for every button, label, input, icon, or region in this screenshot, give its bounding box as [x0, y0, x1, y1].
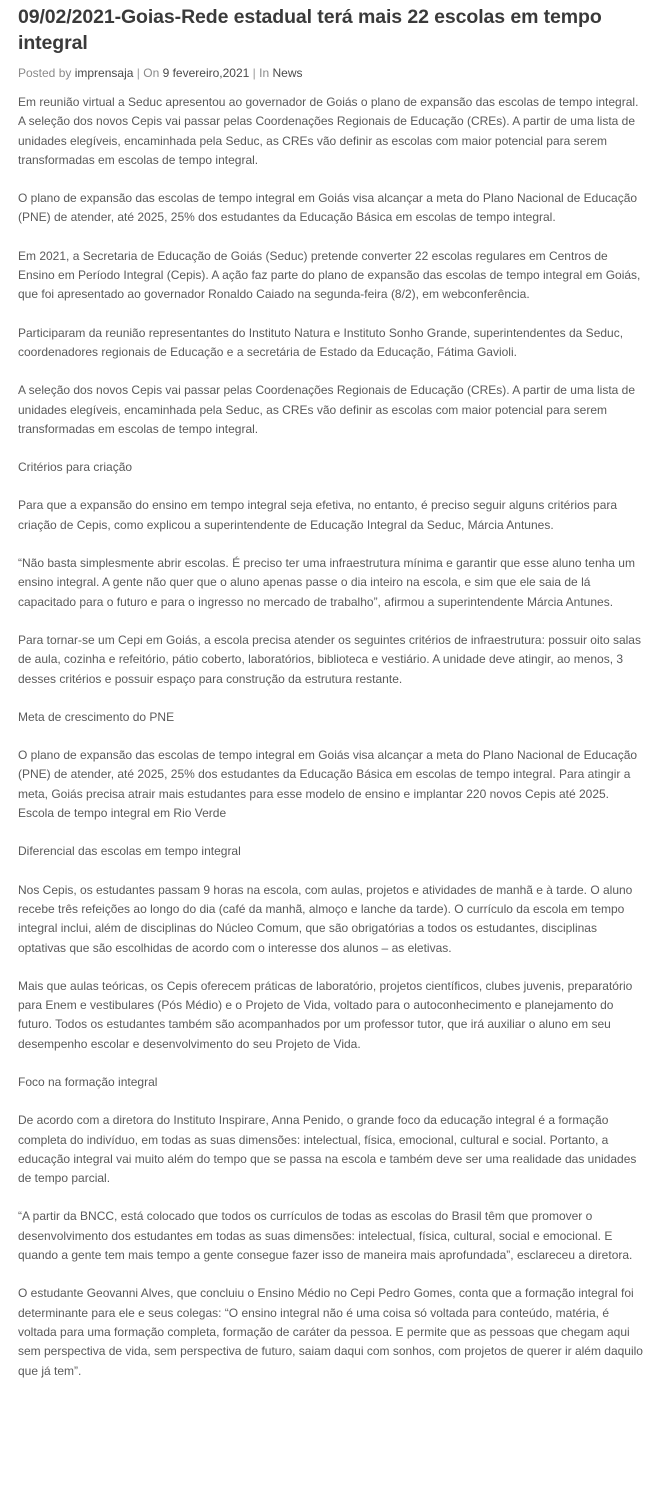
subheading: Meta de crescimento do PNE [18, 709, 175, 724]
meta-separator: | [252, 66, 256, 80]
post-meta [18, 65, 646, 81]
paragraph: A seleção dos novos Cepis vai passar pelas Coordenações Regionais de Educação (CREs). A partir de uma lista de unidades elegíveis, encaminhada pela Seduc, as CREs vão definir as escolas com maior potencial para serem transformadas em escolas de tempo integral. [18, 383, 636, 436]
paragraph: O plano de expansão das escolas de tempo integral em Goiás visa alcançar a meta do Plano Nacional de Educação (PNE) de atender, até 2025, 25% dos estudantes da Educação Básica em escolas de tempo integral. [18, 191, 638, 225]
paragraph: O estudante Geovanni Alves, que concluiu o Ensino Médio no Cepi Pedro Gomes, conta que a formação integral foi determinante para ele e seus colegas: “O ensino integral não é uma coisa só voltada para conteúdo, matéria, é voltada para uma formação completa, formação de caráter da pessoa. E permite que as pessoas que chegam aqui sem perspectiva de vida, sem perspectiva de futuro, saiam daqui com sonhos, com projetos de querer ir além daquilo que já tem”. [18, 1286, 643, 1378]
paragraph: Em 2021, a Secretaria de Educação de Goiás (Seduc) pretende converter 22 escolas regulares em Centros de Ensino em Período Integral (Cepis). A ação faz parte do plano de expansão das escolas de tempo integral em Goiás, que foi apresentado ao governador Ronaldo Caiado na segunda-feira (8/2), em webconferência. [18, 248, 641, 302]
subheading: Foco na formação integral [18, 1074, 158, 1089]
paragraph: Mais que aulas teóricas, os Cepis oferecem práticas de laboratório, projetos científicos, clubes juvenis, preparatório para Enem e vestibulares (Pós Médio) e o Projeto de Vida, voltado para o autoconhecimento e planejamento do futuro. Todos os estudantes também são acompanhados por um professor tutor, que irá auxiliar o aluno em seu desempenho escolar e desenvolvimento do seu Projeto de Vida. [18, 978, 633, 1051]
article-title: 09/02/2021-Goias-Rede estadual terá mais 22 escolas em tempo integral [18, 6, 602, 54]
paragraph: Participaram da reunião representantes do Instituto Natura e Instituto Sonho Grande, superintendentes da Seduc, coordenadores regionais de Educação e a secretária de Estado da Educação, Fátima Gavioli. [18, 325, 624, 359]
paragraph: Para tornar-se um Cepi em Goiás, a escola precisa atender os seguintes critérios de infraestrutura: possuir oito salas de aula, cozinha e refeitório, pátio coberto, laboratórios, biblioteca e vestiário. A unidade deve atingir, ao menos, 3 desses critérios e possuir espaço para construção da estrutura restante. [18, 632, 641, 686]
paragraph: Para que a expansão do ensino em tempo integral seja efetiva, no entanto, é preciso seguir alguns critérios para criação de Cepis, como explicou a superintendente de Educação Integral da Seduc, Márcia Antunes. [18, 498, 618, 532]
posted-by-label: Posted by [18, 66, 72, 80]
author-link[interactable]: imprensaja [74, 66, 134, 80]
article-body [18, 93, 646, 1381]
in-label: In [259, 66, 270, 80]
image-caption: Escola de tempo integral em Rio Verde [18, 806, 227, 821]
paragraph: Em reunião virtual a Seduc apresentou ao governador de Goiás o plano de expansão das escolas de tempo integral. A seleção dos novos Cepis vai passar pelas Coordenações Regionais de Educação (CREs). A partir de uma lista de unidades elegíveis, encaminhada pela Seduc, as CREs vão definir as escolas com maior potencial para serem transformadas em escolas de tempo integral. [18, 95, 639, 167]
subheading: Diferencial das escolas em tempo integral [18, 844, 241, 859]
on-label: On [143, 66, 160, 80]
quote-paragraph: “Não basta simplesmente abrir escolas. É preciso ter uma infraestrutura mínima e garantir que esse aluno tenha um ensino integral. A gente não quer que o aluno apenas passe o dia inteiro na escola, e sim que ele saia de lá capacitado para o futuro e para o ingresso no mercado de trabalho”, afirmou a superintendente Márcia Antunes. [18, 556, 635, 609]
quote-paragraph: “A partir da BNCC, está colocado que todos os currículos de todas as escolas do Brasil têm que promover o desenvolvimento dos estudantes em todas as suas dimensões: intelectual, física, cultural, social e emocional. E quando a gente tem mais tempo a gente consegue fazer isso de maneira mais aprofundada”, esclareceu a diretora. [18, 1209, 633, 1263]
date-link[interactable]: 9 fevereiro,2021 [162, 66, 250, 80]
category-link[interactable]: News [272, 66, 303, 80]
paragraph: O plano de expansão das escolas de tempo integral em Goiás visa alcançar a meta do Plano Nacional de Educação (PNE) de atender, até 2025, 25% dos estudantes da Educação Básica em escolas de tempo integral. Para atingir a meta, Goiás precisa atrair mais estudantes para esse modelo de ensino e implantar 220 novos Cepis até 2025. [18, 748, 638, 801]
paragraph: De acordo com a diretora do Instituto Inspirare, Anna Penido, o grande foco da educação integral é a formação completa do indivíduo, em todas as suas dimensões: intelectual, física, emocional, cultural e social. Portanto, a educação integral vai muito além do tempo que se passa na escola e também deve ser uma realidade das unidades de tempo parcial. [18, 1113, 637, 1186]
meta-separator: | [136, 66, 140, 80]
paragraph: Nos Cepis, os estudantes passam 9 horas na escola, com aulas, projetos e atividades de manhã e à tarde. O aluno recebe três refeições ao longo do dia (café da manhã, almoço e lanche da tarde). O currículo da escola em tempo integral inclui, além de disciplinas do Núcleo Comum, que são obrigatórias a todos os estudantes, disciplinas optativas que são escolhidas de acordo com o interesse dos alunos – as eletivas. [18, 882, 633, 955]
subheading: Critérios para criação [18, 460, 133, 475]
